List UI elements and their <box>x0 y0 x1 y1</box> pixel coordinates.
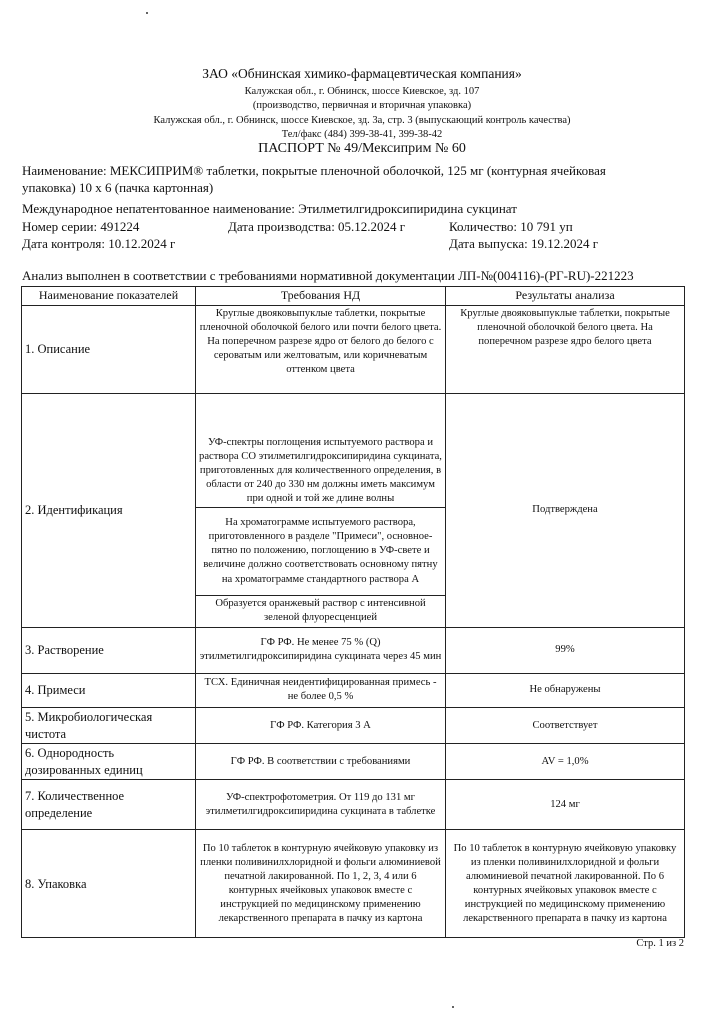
row-requirement: На хроматограмме испытуемого раствора, приготовленного в разделе "Примеси", основное-пятно по положению, поглощению в УФ-свете и величине должно соответствовать основному пятну на хроматограмме стандартного раствора А <box>196 507 446 595</box>
series-number: Номер серии: 491224 <box>22 219 140 234</box>
release-date: Дата выпуска: 19.12.2024 г <box>449 236 599 251</box>
row-result: Круглые двояковыпуклые таблетки, покрытые пленочной оболочкой белого цвета. На поперечном разрезе ядро белого цвета <box>446 305 685 393</box>
company-name: ЗАО «Обнинская химико-фармацевтическая компания» <box>202 66 522 81</box>
row-requirement: УФ-спектры поглощения испытуемого раствора и раствора СО этилметилгидроксипиридина сукцината, приготовленных для количественного определения, в области от 240 до 330 нм должны иметь максимум при одной и той же длине волны <box>196 393 446 507</box>
row-result: AV = 1,0% <box>446 744 685 780</box>
row-requirement: По 10 таблеток в контурную ячейковую упаковку из пленки поливинилхлоридной и фольги алюминиевой печатной лакированной. По 1, 2, 3, 4 или 6 контурных ячейковых упаковок вместе с инструкцией по медицинскому применению лекарственного препарата в пачку из картона <box>196 830 446 938</box>
row-name: 8. Упаковка <box>22 830 196 938</box>
quality-control-address: Калужская обл., г. Обнинск, шоссе Киевское, зд. 3а, стр. 3 (выпускающий контроль качества) <box>153 115 571 126</box>
scan-speck <box>146 12 148 14</box>
page-number: Стр. 1 из 2 <box>636 938 684 949</box>
row-name: 4. Примеси <box>22 673 196 707</box>
product-name-line2: упаковка) 10 х 6 (пачка картонная) <box>22 180 214 195</box>
row-requirement: ТСХ. Единичная неидентифицированная примесь - не более 0,5 % <box>196 673 446 707</box>
table-row <box>22 673 685 707</box>
row-requirement: УФ-спектрофотометрия. От 119 до 131 мг этилметилгидроксипиридина сукцината в таблетке <box>196 780 446 830</box>
passport-title: ПАСПОРТ № 49/Мексиприм № 60 <box>258 141 466 156</box>
row-name: 7. Количественное определение <box>22 780 196 830</box>
table-row <box>22 627 685 673</box>
company-address: Калужская обл., г. Обнинск, шоссе Киевское, зд. 107 <box>244 86 480 97</box>
row-result: Соответствует <box>446 707 685 743</box>
production-date: Дата производства: 05.12.2024 г <box>228 219 406 234</box>
header-requirements: Требования НД <box>196 287 446 306</box>
row-name: 3. Растворение <box>22 627 196 673</box>
row-result: 99% <box>446 627 685 673</box>
analysis-table <box>21 286 685 938</box>
row-result: Не обнаружены <box>446 673 685 707</box>
scan-speck <box>452 1006 454 1008</box>
table-row <box>22 830 685 938</box>
row-name: 1. Описание <box>22 305 196 393</box>
table-header-row <box>22 287 685 306</box>
row-name: 5. Микробиологическая чистота <box>22 707 196 743</box>
row-result: По 10 таблеток в контурную ячейковую упаковку из пленки поливинилхлоридной и фольги алюминиевой печатной лакированной. По 6 контурных ячейковых упаковок вместе с инструкцией по медицинскому применению лекарственного препарата в пачку из картона <box>446 830 685 938</box>
row-name: 2. Идентификация <box>22 393 196 627</box>
row-name: 6. Однородность дозированных единиц <box>22 744 196 780</box>
product-name-line1: Наименование: МЕКСИПРИМ® таблетки, покрытые пленочной оболочкой, 125 мг (контурная ячейковая <box>22 163 606 178</box>
control-date: Дата контроля: 10.12.2024 г <box>22 236 176 251</box>
table-row <box>22 393 685 507</box>
row-requirement: ГФ РФ. В соответствии с требованиями <box>196 744 446 780</box>
row-result: Подтверждена <box>446 393 685 627</box>
quantity: Количество: 10 791 уп <box>449 219 573 234</box>
inn-line: Международное непатентованное наименование: Этилметилгидроксипиридина сукцинат <box>22 201 517 216</box>
table-row <box>22 780 685 830</box>
analysis-note: Анализ выполнен в соответствии с требованиями нормативной документации ЛП-№(004116)-(РГ-RU)-221223 <box>22 268 634 283</box>
table-row <box>22 707 685 743</box>
row-result: 124 мг <box>446 780 685 830</box>
row-requirement: Круглые двояковыпуклые таблетки, покрытые пленочной оболочкой белого или почти белого цвета. На поперечном разрезе ядро от белого до белого с сероватым или желтоватым, или коричневатым оттенком цвета <box>196 305 446 393</box>
header-results: Результаты анализа <box>446 287 685 306</box>
row-requirement: ГФ РФ. Не менее 75 % (Q) этилметилгидроксипиридина сукцината через 45 мин <box>196 627 446 673</box>
row-requirement: ГФ РФ. Категория 3 А <box>196 707 446 743</box>
header-indicator: Наименование показателей <box>22 287 196 306</box>
table-row <box>22 744 685 780</box>
table-row <box>22 305 685 393</box>
row-requirement: Образуется оранжевый раствор с интенсивной зеленой флуоресценцией <box>196 595 446 627</box>
production-note: (производство, первичная и вторичная упаковка) <box>252 100 472 111</box>
company-phone: Тел/факс (484) 399-38-41, 399-38-42 <box>281 129 443 140</box>
